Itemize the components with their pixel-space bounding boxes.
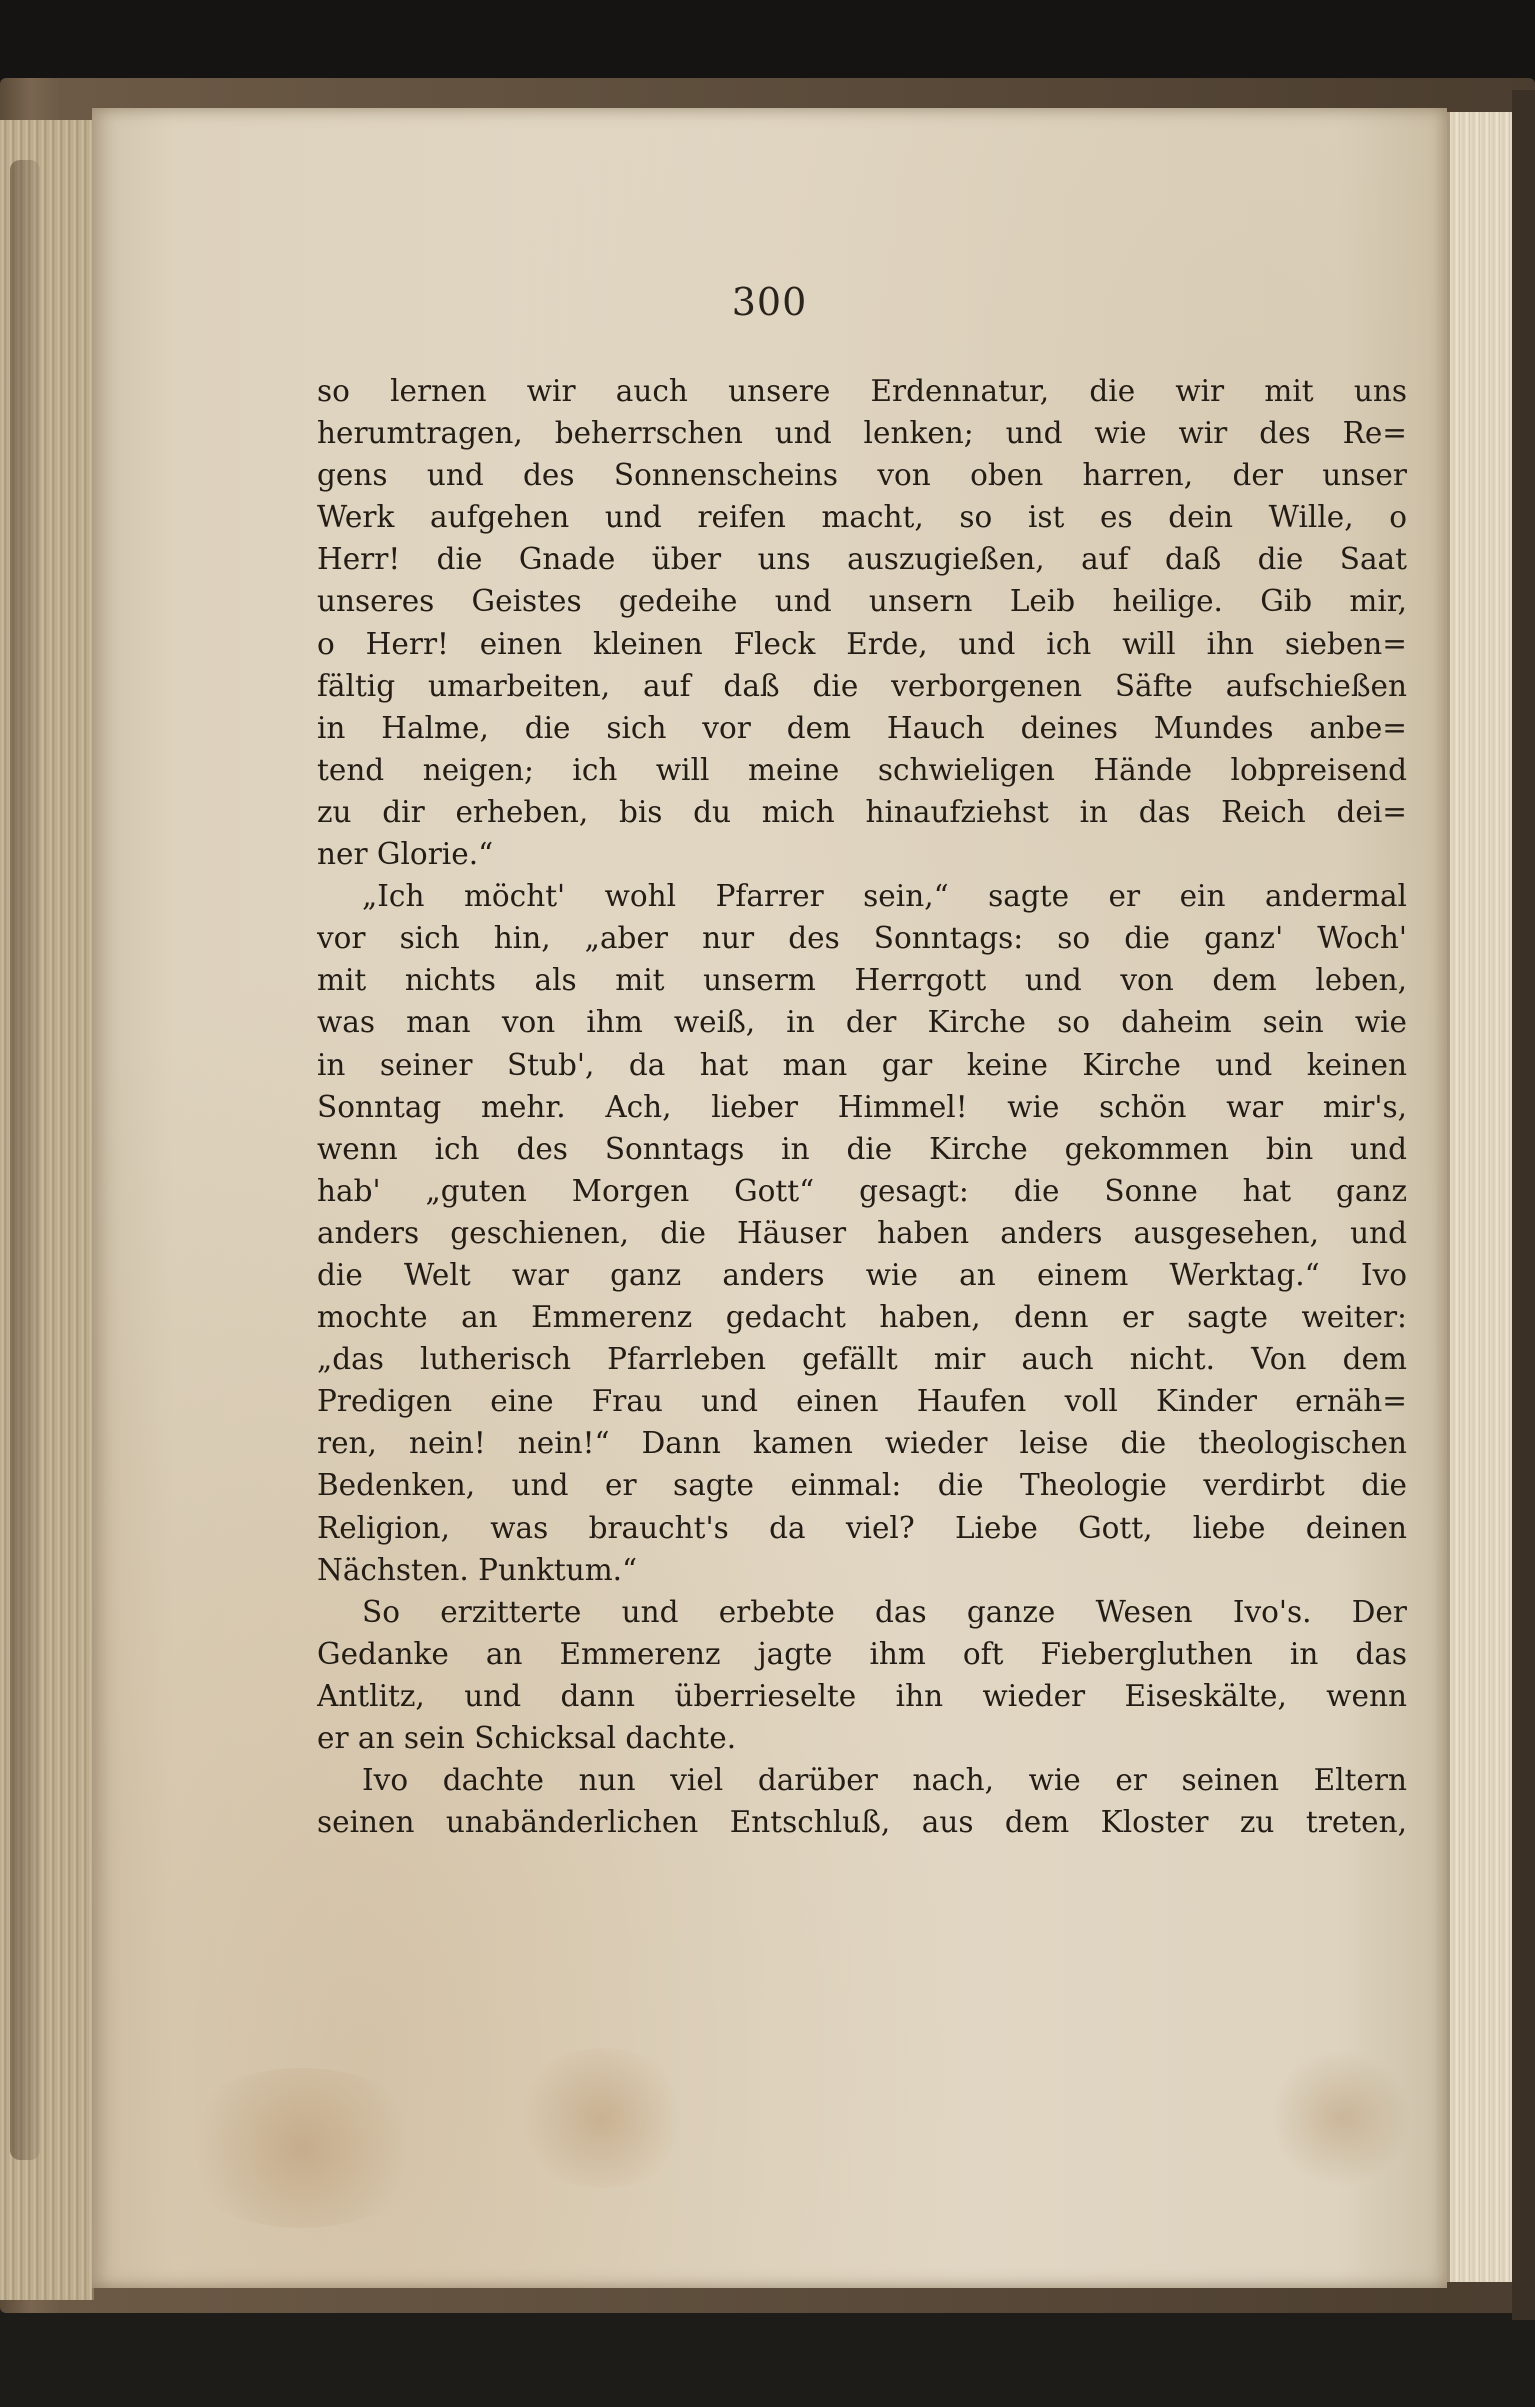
page-text bbox=[317, 370, 1407, 1843]
text-line: ren, nein! nein!“ Dann kamen wieder leise die theologischen bbox=[317, 1426, 1407, 1461]
page-stain bbox=[172, 2068, 432, 2228]
text-line: tend neigen; ich will meine schwieligen Hände lobpreisend bbox=[317, 752, 1407, 787]
book-page bbox=[92, 108, 1447, 2288]
text-line: „das lutherisch Pfarrleben gefällt mir auch nicht. Von dem bbox=[317, 1342, 1407, 1377]
cover-edge-right bbox=[1512, 90, 1535, 2320]
text-line: zu dir erheben, bis du mich hinaufziehst in das Reich dei= bbox=[317, 794, 1407, 829]
text-line: unseres Geistes gedeihe und unsern Leib heilige. Gib mir, bbox=[317, 584, 1407, 619]
text-line: Herr! die Gnade über uns auszugießen, auf daß die Saat bbox=[317, 542, 1407, 577]
text-line: o Herr! einen kleinen Fleck Erde, und ich will ihn sieben= bbox=[317, 626, 1407, 661]
text-line: Werk aufgehen und reifen macht, so ist es dein Wille, o bbox=[317, 500, 1407, 535]
spine-shadow bbox=[10, 160, 40, 2160]
text-line: Nächsten. Punktum.“ bbox=[317, 1552, 638, 1587]
text-line: in seiner Stub', da hat man gar keine Kirche und keinen bbox=[317, 1047, 1407, 1082]
text-line: hab' „guten Morgen Gott“ gesagt: die Sonne hat ganz bbox=[317, 1173, 1407, 1208]
text-line: „Ich möcht' wohl Pfarrer sein,“ sagte er ein andermal bbox=[362, 879, 1407, 914]
page-number: 300 bbox=[731, 280, 808, 324]
text-line: Religion, was braucht's da viel? Liebe Gott, liebe deinen bbox=[317, 1510, 1407, 1545]
right-page-stack bbox=[1447, 112, 1520, 2282]
text-line: in Halme, die sich vor dem Hauch deines Mundes anbe= bbox=[317, 710, 1407, 745]
text-line: Predigen eine Frau und einen Haufen voll Kinder ernäh= bbox=[317, 1384, 1407, 1419]
text-line: so lernen wir auch unsere Erdennatur, die wir mit uns bbox=[317, 374, 1407, 408]
text-line: ner Glorie.“ bbox=[317, 837, 494, 872]
text-line: gens und des Sonnenscheins von oben harren, der unser bbox=[317, 458, 1407, 493]
text-line: seinen unabänderlichen Entschluß, aus dem Kloster zu treten, bbox=[317, 1805, 1407, 1840]
text-line: Bedenken, und er sagte einmal: die Theologie verdirbt die bbox=[317, 1468, 1407, 1503]
text-line: So erzitterte und erbebte das ganze Wesen Ivo's. Der bbox=[362, 1594, 1407, 1629]
text-line: Gedanke an Emmerenz jagte ihm oft Fiebergluthen in das bbox=[317, 1636, 1407, 1671]
text-line: wenn ich des Sonntags in die Kirche gekommen bin und bbox=[317, 1131, 1407, 1166]
text-line: was man von ihm weiß, in der Kirche so daheim sein wie bbox=[317, 1005, 1407, 1040]
text-line: fältig umarbeiten, auf daß die verborgenen Säfte aufschießen bbox=[317, 668, 1407, 703]
text-line: vor sich hin, „aber nur des Sonntags: so die ganz' Woch' bbox=[317, 921, 1407, 956]
text-line: Ivo dachte nun viel darüber nach, wie er seinen Eltern bbox=[362, 1763, 1407, 1798]
text-line: Sonntag mehr. Ach, lieber Himmel! wie schön war mir's, bbox=[317, 1089, 1407, 1124]
text-line: mochte an Emmerenz gedacht haben, denn er sagte weiter: bbox=[317, 1300, 1407, 1335]
text-line: er an sein Schicksal dachte. bbox=[317, 1721, 737, 1755]
text-line: herumtragen, beherrschen und lenken; und wie wir des Re= bbox=[317, 416, 1407, 451]
text-line: mit nichts als mit unserm Herrgott und von dem leben, bbox=[317, 963, 1407, 998]
text-line: Antlitz, und dann überrieselte ihn wieder Eiseskälte, wenn bbox=[317, 1678, 1407, 1713]
text-line: die Welt war ganz anders wie an einem Werktag.“ Ivo bbox=[317, 1257, 1407, 1292]
page-stain bbox=[1272, 2048, 1412, 2188]
text-line: anders geschienen, die Häuser haben anders ausgesehen, und bbox=[317, 1215, 1407, 1250]
page-stain bbox=[512, 2048, 692, 2188]
